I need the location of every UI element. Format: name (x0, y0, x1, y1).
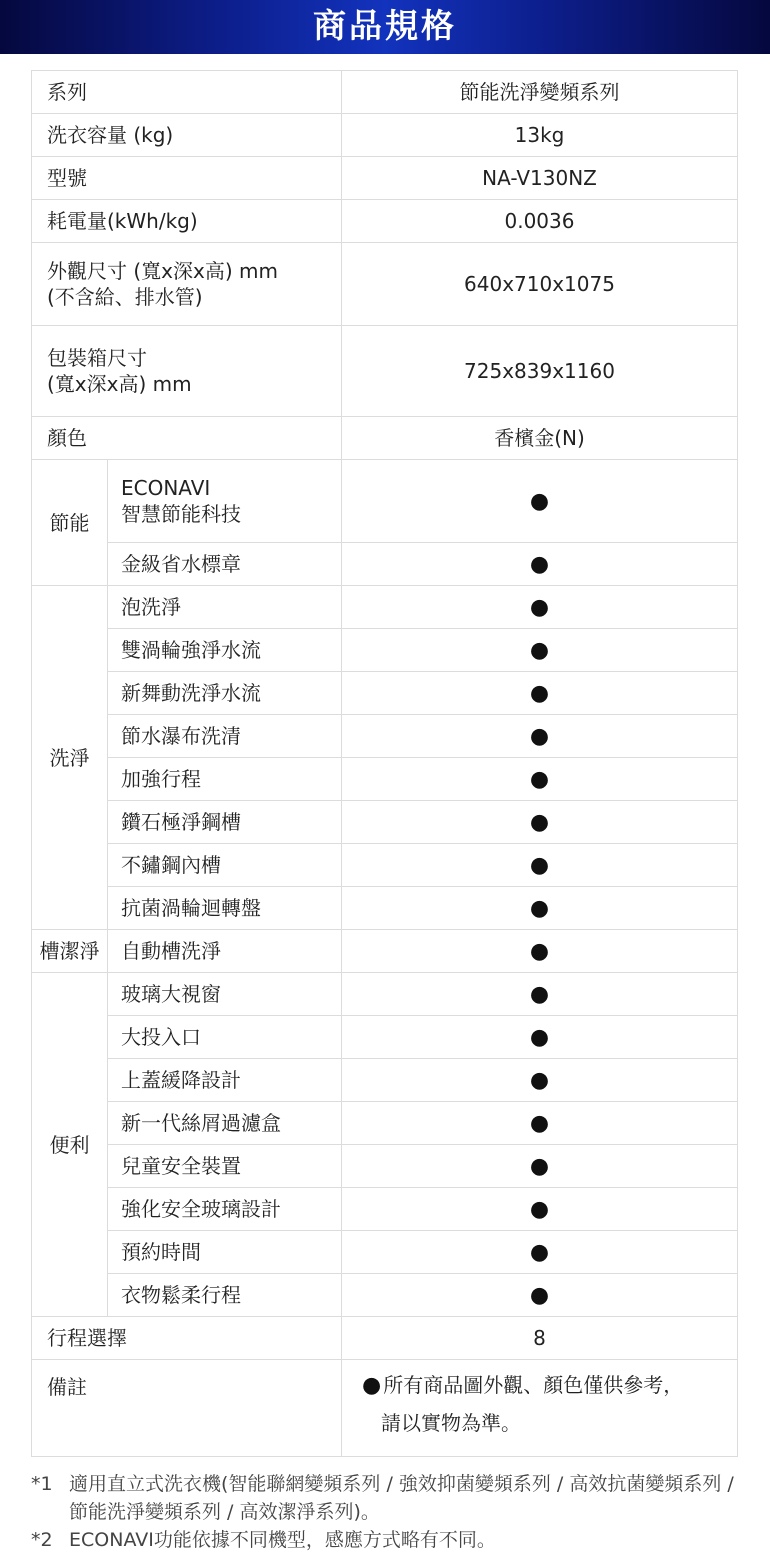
spec-row-program (32, 1317, 738, 1360)
feature-row (32, 887, 738, 930)
spec-label-line: (不含給、排水管) (47, 285, 203, 309)
remarks-label: 備註 (47, 1375, 87, 1399)
feature-row (32, 1145, 738, 1188)
feature-label (108, 460, 342, 543)
bullet-icon: ● (529, 637, 550, 663)
feature-row (32, 1231, 738, 1274)
feature-check (342, 672, 738, 715)
spec-label: 系列 (32, 71, 342, 114)
spec-label: 行程選擇 (32, 1317, 342, 1360)
spec-row-power (32, 200, 738, 243)
feature-check (342, 801, 738, 844)
bullet-icon: ● (529, 981, 550, 1007)
spec-label: 耗電量(kWh/kg) (32, 200, 342, 243)
footnote-mark: *2 (31, 1529, 53, 1551)
feature-label: 預約時間 (108, 1231, 342, 1274)
feature-category-wash: 洗淨 (32, 586, 108, 930)
bullet-icon: ● (529, 1282, 550, 1308)
footnote-text: 適用直立式洗衣機(智能聯網變頻系列 / 強效抑菌變頻系列 / 高效抗菌變頻系列 / 節能洗淨變頻系列 / 高效潔淨系列)。 (69, 1473, 734, 1523)
feature-row (32, 586, 738, 629)
feature-row (32, 801, 738, 844)
spec-value: NA-V130NZ (342, 157, 738, 200)
remarks-line (362, 1360, 737, 1401)
feature-check (342, 586, 738, 629)
bullet-icon: ● (529, 766, 550, 792)
spec-value: 0.0036 (342, 200, 738, 243)
feature-check (342, 1188, 738, 1231)
feature-row (32, 460, 738, 543)
feature-label: 雙渦輪強淨水流 (108, 629, 342, 672)
spec-label-line: 外觀尺寸 (寬x深x高) mm (47, 259, 278, 283)
feature-label: 大投入口 (108, 1016, 342, 1059)
feature-check (342, 973, 738, 1016)
bullet-icon: ● (529, 488, 550, 514)
feature-label: 新一代絲屑過濾盒 (108, 1102, 342, 1145)
feature-check (342, 1274, 738, 1317)
bullet-icon: ● (529, 852, 550, 878)
spec-table (31, 70, 738, 1457)
bullet-icon: ● (529, 1196, 550, 1222)
feature-check (342, 1059, 738, 1102)
spec-value (342, 1360, 738, 1457)
feature-check (342, 1145, 738, 1188)
feature-row (32, 973, 738, 1016)
feature-check (342, 930, 738, 973)
spec-label-line: 包裝箱尺寸 (47, 346, 147, 370)
spec-row-remarks (32, 1360, 738, 1457)
spec-row-model (32, 157, 738, 200)
spec-label (32, 326, 342, 417)
feature-category-energy: 節能 (32, 460, 108, 586)
feature-label: 不鏽鋼內槽 (108, 844, 342, 887)
feature-label: 玻璃大視窗 (108, 973, 342, 1016)
bullet-icon: ● (529, 895, 550, 921)
feature-row (32, 1059, 738, 1102)
feature-row (32, 1016, 738, 1059)
remarks-text: 所有商品圖外觀、顏色僅供參考， (383, 1373, 684, 1397)
bullet-icon: ● (529, 551, 550, 577)
bullet-icon: ● (529, 723, 550, 749)
spec-row-capacity (32, 114, 738, 157)
spec-label: 顏色 (32, 417, 342, 460)
feature-check (342, 1102, 738, 1145)
spec-value: 節能洗淨變頻系列 (342, 71, 738, 114)
footnote-mark: *1 (31, 1473, 53, 1495)
feature-category-tub-clean: 槽潔淨 (32, 930, 108, 973)
bullet-icon: ● (529, 680, 550, 706)
feature-label: 上蓋緩降設計 (108, 1059, 342, 1102)
feature-check (342, 844, 738, 887)
spec-row-package (32, 326, 738, 417)
spec-row-series (32, 71, 738, 114)
feature-label: 抗菌渦輪迴轉盤 (108, 887, 342, 930)
feature-label: 節水瀑布洗清 (108, 715, 342, 758)
feature-label: 加強行程 (108, 758, 342, 801)
spec-label-line: (寬x深x高) mm (47, 372, 192, 396)
spec-value: 725x839x1160 (342, 326, 738, 417)
spec-header-title: 商品規格 (313, 6, 457, 45)
feature-label: 金級省水標章 (108, 543, 342, 586)
feature-row (32, 1274, 738, 1317)
feature-row (32, 543, 738, 586)
feature-row (32, 629, 738, 672)
bullet-icon: ● (529, 594, 550, 620)
feature-row (32, 844, 738, 887)
footnotes (31, 1470, 746, 1554)
feature-label: 衣物鬆柔行程 (108, 1274, 342, 1317)
feature-label: 鑽石極淨鋼槽 (108, 801, 342, 844)
spec-label (32, 1360, 342, 1457)
feature-label: 泡洗淨 (108, 586, 342, 629)
bullet-icon: ● (529, 1110, 550, 1136)
spec-row-size (32, 243, 738, 326)
bullet-icon: ● (529, 1239, 550, 1265)
bullet-icon: ● (362, 1373, 382, 1398)
spec-value: 640x710x1075 (342, 243, 738, 326)
feature-row (32, 930, 738, 973)
spec-value: 13kg (342, 114, 738, 157)
spec-value: 8 (342, 1317, 738, 1360)
footnote-item (31, 1526, 746, 1554)
feature-label: 新舞動洗淨水流 (108, 672, 342, 715)
feature-check (342, 629, 738, 672)
bullet-icon: ● (529, 1024, 550, 1050)
feature-row (32, 672, 738, 715)
spec-value: 香檳金(N) (342, 417, 738, 460)
bullet-icon: ● (529, 938, 550, 964)
remarks-line: 請以實物為準。 (381, 1411, 521, 1435)
feature-row (32, 758, 738, 801)
feature-label-line: ECONAVI (121, 476, 211, 500)
footnote-item (31, 1470, 746, 1526)
spec-header-banner (0, 0, 770, 54)
feature-check (342, 460, 738, 543)
feature-label: 兒童安全裝置 (108, 1145, 342, 1188)
feature-check (342, 758, 738, 801)
feature-label-line: 智慧節能科技 (121, 502, 241, 526)
feature-row (32, 1102, 738, 1145)
feature-row (32, 715, 738, 758)
spec-label (32, 243, 342, 326)
bullet-icon: ● (529, 1153, 550, 1179)
bullet-icon: ● (529, 1067, 550, 1093)
feature-check (342, 543, 738, 586)
feature-category-convenience: 便利 (32, 973, 108, 1317)
spec-label: 洗衣容量 (kg) (32, 114, 342, 157)
feature-row (32, 1188, 738, 1231)
feature-check (342, 715, 738, 758)
feature-label: 強化安全玻璃設計 (108, 1188, 342, 1231)
feature-check (342, 1231, 738, 1274)
feature-label: 自動槽洗淨 (108, 930, 342, 973)
spec-label: 型號 (32, 157, 342, 200)
feature-check (342, 1016, 738, 1059)
footnote-text: ECONAVI功能依據不同機型，感應方式略有不同。 (69, 1529, 496, 1551)
feature-check (342, 887, 738, 930)
spec-row-color (32, 417, 738, 460)
bullet-icon: ● (529, 809, 550, 835)
